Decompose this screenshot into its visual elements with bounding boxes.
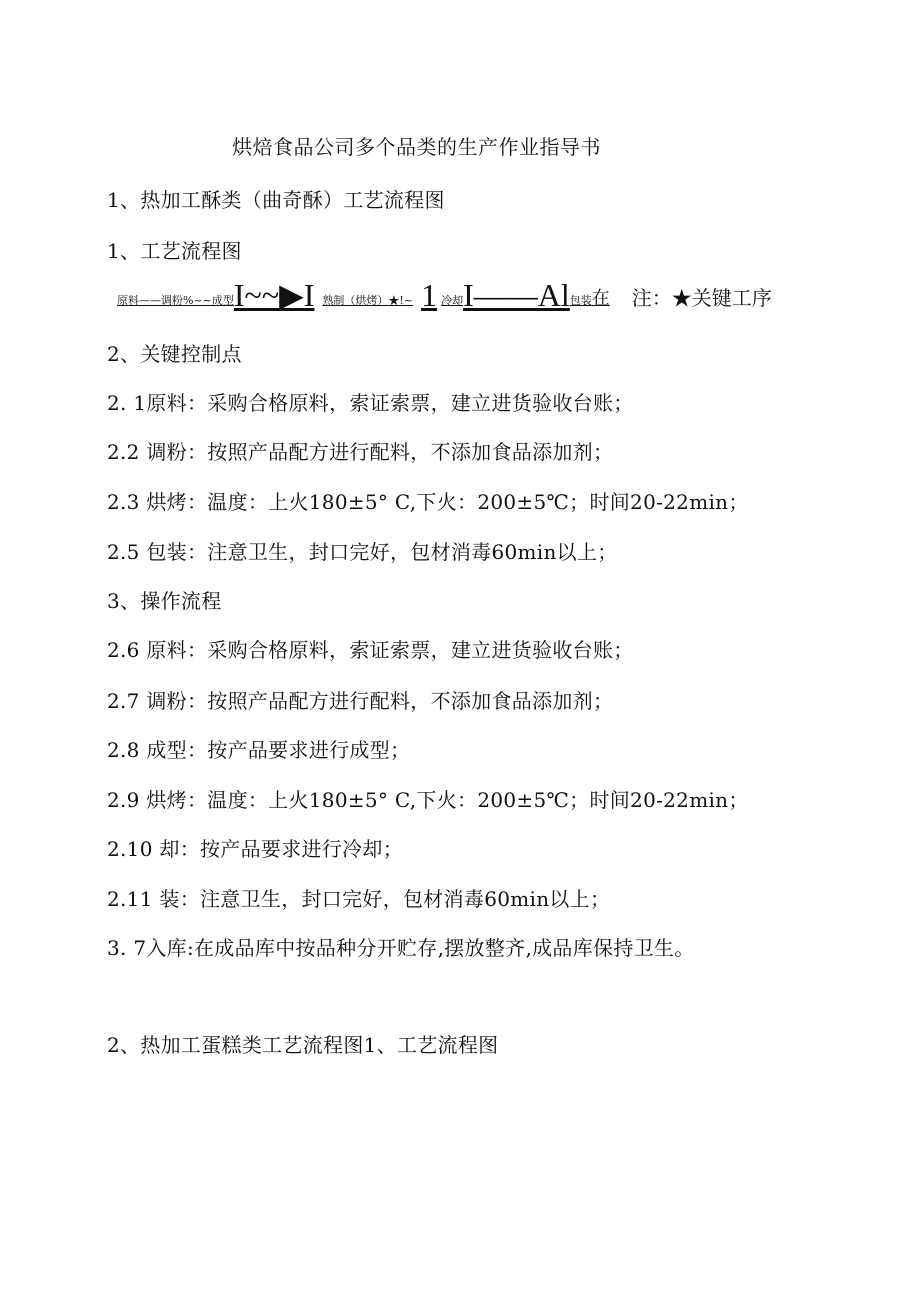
flow-key-note: 注：★关键工序 — [631, 286, 772, 310]
operation-packaging: 2.11 装：注意卫生，封口完好，包材消毒60min以上； — [107, 887, 611, 911]
flow-arrow-glyph: I~~▶I — [233, 277, 315, 313]
flow-connector-glyph-2: I——Al — [463, 277, 570, 313]
operation-cooling: 2.10 却：按产品要求进行冷却； — [107, 837, 403, 861]
flow-step-baking: 熟制（烘烤）★!~ — [322, 294, 414, 307]
control-point-packaging: 2.5 包装：注意卫生，封口完好，包材消毒60min以上； — [107, 540, 618, 564]
operation-raw: 2.6 原料：采购合格原料，索证索票，建立进货验收台账； — [107, 638, 634, 662]
control-point-baking: 2.3 烘烤：温度：上火180±5° C,下火：200±5℃；时间20-22min； — [107, 490, 749, 514]
subsection-heading-flowchart: 1、工艺流程图 — [107, 239, 242, 263]
flow-connector-glyph: 1 — [421, 277, 438, 313]
process-flow-diagram — [117, 272, 772, 312]
flow-step-storage: 在 — [591, 288, 610, 309]
section-heading-operation: 3、操作流程 — [107, 589, 222, 613]
operation-mixing: 2.7 调粉：按照产品配方进行配料，不添加食品添加剂； — [107, 689, 614, 713]
control-point-mixing: 2.2 调粉：按照产品配方进行配料，不添加食品添加剂； — [107, 440, 614, 464]
operation-forming: 2.8 成型：按产品要求进行成型； — [107, 738, 411, 762]
operation-baking: 2.9 烘烤：温度：上火180±5° C,下火：200±5℃；时间20-22min； — [107, 788, 749, 812]
section-heading-cake: 2、热加工蛋糕类工艺流程图1、工艺流程图 — [107, 1033, 499, 1057]
operation-storage: 3. 7入库:在成品库中按品种分开贮存,摆放整齐,成品库保持卫生。 — [107, 936, 695, 960]
control-point-raw: 2. 1原料：采购合格原料，索证索票，建立进货验收台账； — [107, 391, 634, 415]
flow-step-raw-mix-form: 原料——调粉%~~成型 — [117, 294, 234, 307]
section-heading-control-points: 2、关键控制点 — [107, 342, 242, 366]
flow-step-packaging: 包装 — [569, 294, 592, 307]
section-heading-cookie: 1、热加工酥类（曲奇酥）工艺流程图 — [107, 188, 445, 212]
flow-step-cooling: 冷却 — [441, 294, 464, 307]
document-title: 烘焙食品公司多个品类的生产作业指导书 — [232, 135, 601, 159]
